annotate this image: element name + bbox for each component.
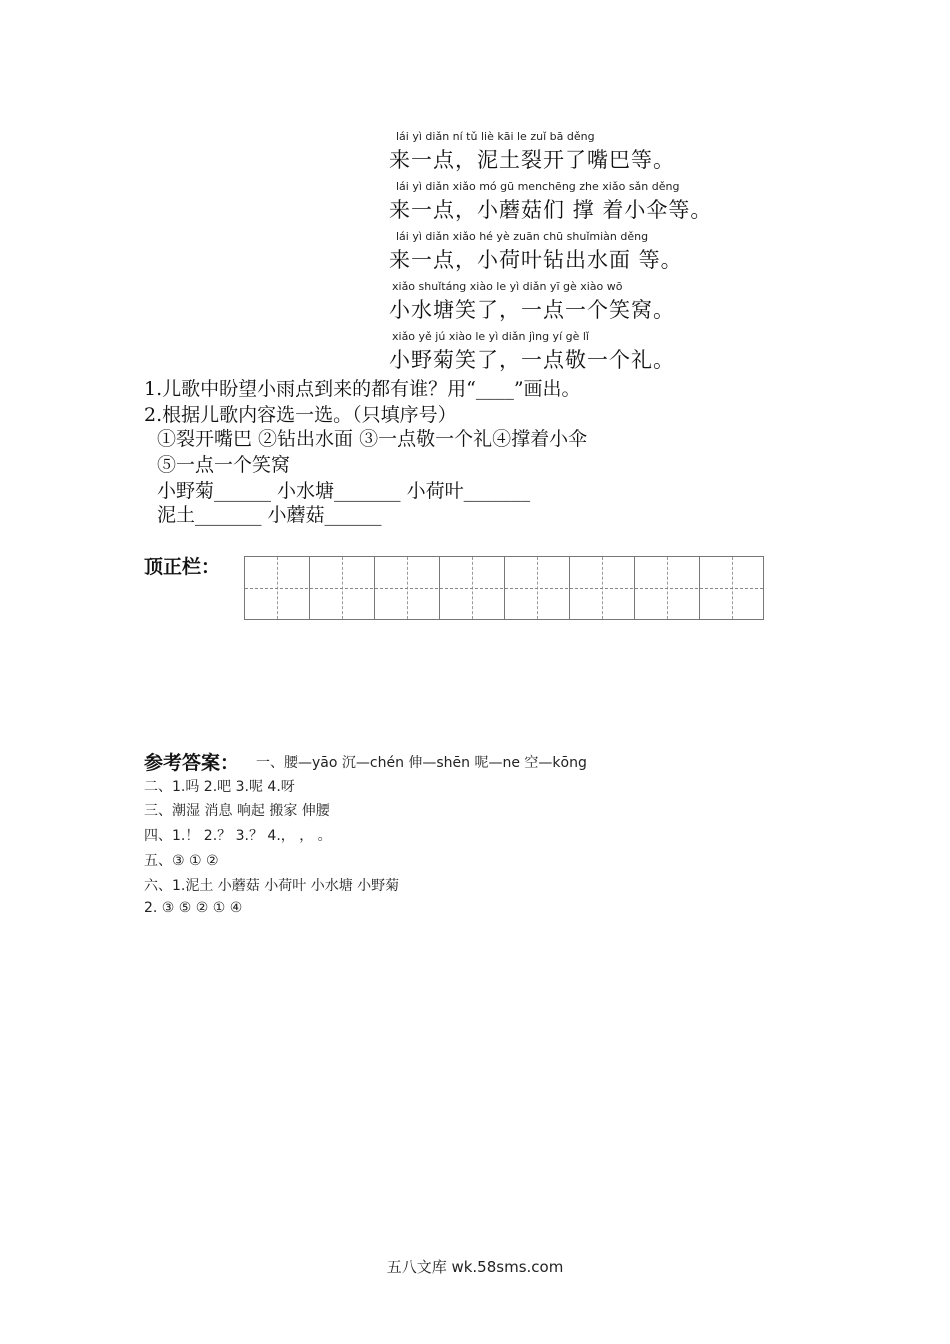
answer-line-4: 四、1.！ 2.？ 3.？ 4.， ， 。 [144,828,332,844]
correction-label: 顶正栏： [144,556,221,578]
fill-line-2: 泥土_______ 小蘑菇______ [157,504,382,526]
answer-line-2: 二、1.吗 2.吧 3.呢 4.呀 [144,779,295,795]
poem-pinyin-1: lái yì diǎn ní tǔ liè kāi le zuǐ bā děng [396,130,595,143]
question-2: 2.根据儿歌内容选一选。（只填序号） [144,404,457,426]
answer-line-7: 2. ③ ⑤ ② ① ④ [144,900,243,916]
poem-line-1: 来一点，泥土裂开了嘴巴等。 [389,148,675,172]
answer-line-1: 一、腰—yāo 沉—chén 伸—shēn 呢—ne 空—kōng [256,755,587,771]
poem-line-3: 来一点，小荷叶钻出水面 等。 [389,248,683,272]
answer-line-3: 三、潮湿 消息 响起 搬家 伸腰 [144,803,330,819]
poem-pinyin-3: lái yì diǎn xiǎo hé yè zuān chū shuǐmiàn děng [396,230,649,243]
poem-line-5: 小野菊笑了，一点敬一个礼。 [389,348,675,372]
fill-line-1: 小野菊______ 小水塘_______ 小荷叶_______ [157,480,531,502]
footer-watermark: 五八文库 wk.58sms.com [386,1258,564,1276]
options-line-2: ⑤一点一个笑窝 [157,454,291,476]
answer-line-6: 六、1.泥土 小蘑菇 小荷叶 小水塘 小野菊 [144,878,400,894]
answers-label: 参考答案： [144,752,240,774]
answer-line-5: 五、③ ① ② [144,853,219,869]
poem-line-2: 来一点，小蘑菇们 撑 着小伞等。 [389,198,713,222]
grid-midline [245,588,763,589]
correction-grid [244,556,764,620]
poem-pinyin-5: xiǎo yě jú xiào le yì diǎn jìng yí gè lǐ [392,330,589,343]
poem-pinyin-4: xiǎo shuǐtáng xiào le yì diǎn yī gè xiào wō [392,280,623,293]
options-line-1: ①裂开嘴巴 ②钻出水面 ③一点敬一个礼④撑着小伞 [157,428,588,450]
poem-line-4: 小水塘笑了，一点一个笑窝。 [389,298,675,322]
poem-pinyin-2: lái yì diǎn xiǎo mó gū menchēng zhe xiǎo sǎn děng [396,180,680,193]
question-1: 1.儿歌中盼望小雨点到来的都有谁？用“____”画出。 [144,378,581,400]
